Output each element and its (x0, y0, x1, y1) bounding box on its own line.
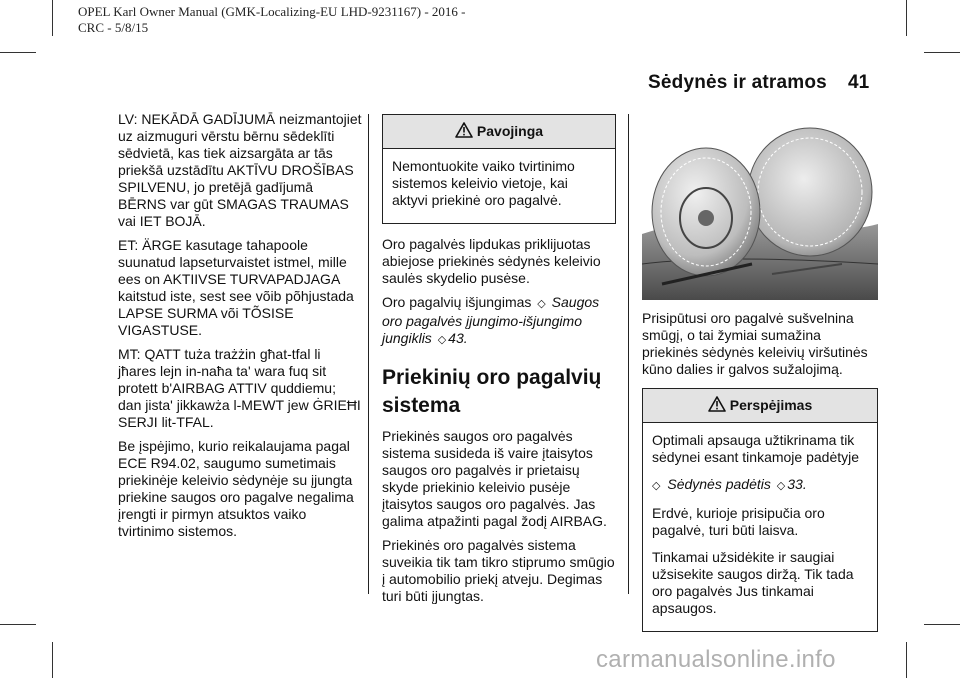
header-line-1: OPEL Karl Owner Manual (GMK-Localizing-EU LHD-9231167) - 2016 - (78, 4, 466, 19)
ref-link[interactable]: Sėdynės padėtis (667, 476, 771, 492)
paragraph-lt: Be įspėjimo, kurio reikalaujama pagal ECE R94.02, saugumo sumetimais priekinėje keleivio sėdynėje su įjungta priekine saugos oro pagalve negalima įrengti ir pirmyn atsuktos vaiko tvirtinimo sistemos. (118, 438, 354, 539)
paragraph-lv: LV: NEKĀDĀ GADĪJUMĀ neizmantojiet uz aizmuguri vērstu bērnu sēdeklīti sēdvietā, kas tiek aizsargāta ar tās priekšā uzstādītu AKTĪVU DROŠĪBAS SPILVENU, jo pretējā gadījumā BĒRNS var gūt SMAGAS TRAUMAS vai IET BOJĀ. (118, 111, 362, 229)
caution-box (642, 388, 878, 632)
crop-mark (52, 642, 53, 678)
ref-page[interactable]: 43 (448, 330, 464, 346)
crop-mark (52, 0, 53, 36)
reference-arrow-icon: ◇ (437, 334, 447, 346)
reference-arrow-icon: ◇ (537, 298, 546, 310)
airbag-illustration (642, 114, 878, 300)
caution-box-title: Perspėjimas (729, 397, 813, 413)
crop-mark (906, 0, 907, 36)
middle-column (382, 114, 616, 612)
airbag-protection-paragraph: Prisipūtusi oro pagalvė sušvelnina smūgį, o tai žymiai sumažina priekinės sėdynės keleivių viršutinės kūno dalies ir galvos sužalojimą. (642, 310, 868, 377)
front-airbag-heading: Priekinių oro pagalvių sistema (382, 366, 602, 417)
page-number: 41 (848, 72, 870, 93)
crop-mark (906, 642, 907, 678)
paragraph-mt: MT: QATT tuża trażżin għat-tfal li jħares lejn in-naħa ta' wara fuq sit protett b'AIRBAG ATTIV quddiemu; dan jista' jikkawża l-MEWT jew ĠRIEĦI SERJI lit-TFAL. (118, 346, 361, 430)
warning-triangle-icon (455, 122, 473, 138)
ref-prefix: Oro pagalvių išjungimas (382, 294, 532, 310)
seat-position-ref: ◇ Sėdynės padėtis ◇ 33. (652, 476, 868, 495)
crop-mark (0, 52, 36, 53)
danger-box (382, 114, 616, 224)
header-line-2: CRC - 5/8/15 (78, 20, 149, 35)
column-divider (628, 114, 629, 594)
caution-box-body (643, 423, 877, 631)
crop-mark (924, 52, 960, 53)
airbag-deactivation-ref: Oro pagalvių išjungimas ◇ Saugos oro pagalvės įjungimo-išjungimo jungiklis ◇ 43. (382, 294, 616, 349)
danger-box-text: Nemontuokite vaiko tvirtinimo sistemos keleivio vietoje, kai aktyvi priekinė oro pagalvė. (392, 158, 575, 208)
document-header (78, 4, 538, 36)
airbag-system-paragraph: Priekinės saugos oro pagalvės sistema susideda iš vaire įtaisytos saugos oro pagalvės ir prietaisų skyde priekinio keleivio pusėje įtaisytos saugos oro pagalvės. Jas galima atpažinti pagal žodį AIRBAG. (382, 428, 607, 529)
column-divider (368, 114, 369, 594)
caution-text-2: Erdvė, kurioje prisipučia oro pagalvė, turi būti laisva. (652, 505, 825, 538)
ref-page[interactable]: 33 (787, 476, 803, 492)
section-title: Sėdynės ir atramos (648, 72, 827, 93)
airbag-trigger-paragraph: Priekinės oro pagalvės sistema suveikia tik tam tikro stiprumo smūgio į automobilio priekį atveju. Degimas turi būti įjungtas. (382, 537, 615, 604)
warning-triangle-icon (708, 396, 726, 412)
crop-mark (924, 624, 960, 625)
paragraph-et: ET: ÄRGE kasutage tahapoole suunatud lapseturvaistet istmel, mille ees on AKTIIVSE TURVAPADJAGA kaitstud iste, sest see võib põhjustada LAPSE SURMA või TÕSISE VIGASTUSE. (118, 237, 354, 338)
crop-mark (0, 624, 36, 625)
danger-box-body (383, 149, 615, 223)
danger-box-header (383, 115, 615, 149)
ref-link[interactable]: Saugos oro pagalvės įjungimo-išjungimo jungiklis (382, 294, 600, 346)
sticker-paragraph: Oro pagalvės lipdukas priklijuotas abiejose priekinės sėdynės keleivio saulės skydelio pusėse. (382, 236, 601, 286)
caution-text-1: Optimali apsauga užtikrinama tik sėdynei esant tinkamoje padėtyje (652, 432, 860, 465)
danger-box-title: Pavojinga (476, 123, 544, 139)
reference-arrow-icon: ◇ (652, 480, 661, 492)
watermark: carmanualsonline.info (596, 646, 836, 673)
caution-text-3: Tinkamai užsidėkite ir saugiai užsisekite saugos diržą. Tik tada oro pagalvės Jus tinkamai apsaugos. (652, 549, 854, 616)
reference-arrow-icon: ◇ (776, 480, 786, 492)
caution-box-header (643, 389, 877, 423)
right-column (642, 114, 878, 644)
left-column (118, 111, 362, 547)
